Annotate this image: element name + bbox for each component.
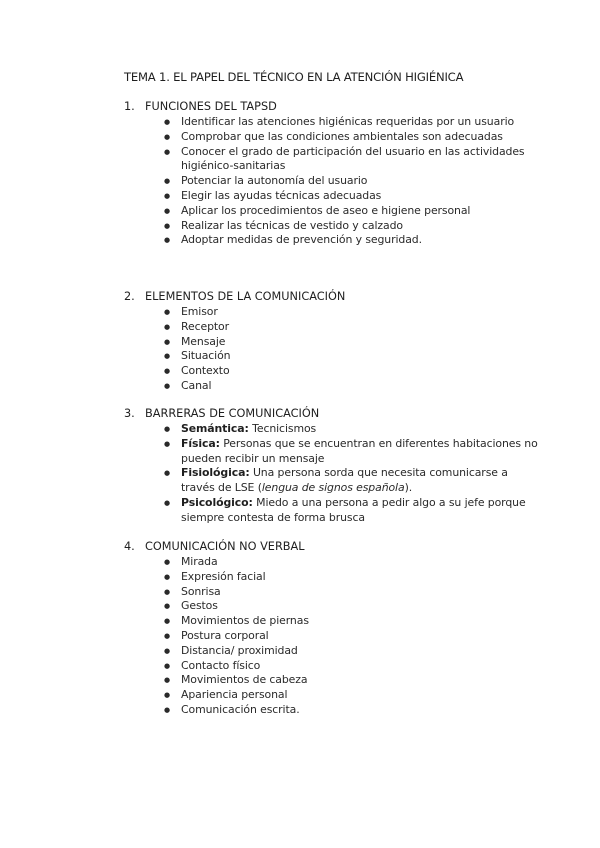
item-text: Una persona sorda que necesita comunicarse a través de LSE (: [181, 466, 508, 495]
section-elementos: [124, 290, 544, 394]
item-term: Semántica:: [181, 422, 249, 435]
item-text: Personas que se encuentran en diferentes habitaciones no pueden recibir un mensaje: [181, 436, 538, 465]
bullet-list: [124, 115, 544, 248]
section-number: 4.: [124, 540, 135, 553]
list-item: ● Distancia/ proximidad: [124, 644, 544, 659]
list-item: ● Contacto físico: [124, 659, 544, 674]
item-italic: lengua de signos española: [261, 481, 405, 495]
list-item: ● Sonrisa: [124, 585, 544, 600]
document-title: TEMA 1. EL PAPEL DEL TÉCNICO EN LA ATENCIÓN HIGIÉNICA: [124, 70, 464, 84]
list-item: ● Adoptar medidas de prevención y seguridad.: [124, 233, 544, 248]
section-title: FUNCIONES DEL TAPSD: [145, 100, 277, 113]
list-item: ● Postura corporal: [124, 629, 544, 644]
item-text: Miedo a una persona a pedir algo a su jefe porque siempre contesta de forma brusca: [181, 495, 526, 524]
list-item: [124, 496, 544, 526]
section-barreras: [124, 407, 544, 526]
bullet-list: [124, 422, 544, 526]
item-term: Física:: [181, 436, 220, 450]
list-item: ● Movimientos de piernas: [124, 614, 544, 629]
list-item: ● Mensaje: [124, 335, 544, 350]
list-item: ● Contexto: [124, 364, 544, 379]
list-item: ● Conocer el grado de participación del usuario en las actividades higiénico-sanitarias: [124, 145, 544, 175]
list-item: ● Potenciar la autonomía del usuario: [124, 174, 544, 189]
list-item: ● Comprobar que las condiciones ambientales son adecuadas: [124, 130, 544, 145]
list-item: [124, 466, 544, 496]
list-item: ● Aplicar los procedimientos de aseo e higiene personal: [124, 204, 544, 219]
list-item: ● Expresión facial: [124, 570, 544, 585]
section-number: 3.: [124, 407, 135, 420]
list-item: ● Identificar las atenciones higiénicas requeridas por un usuario: [124, 115, 544, 130]
section-title: BARRERAS DE COMUNICACIÓN: [145, 407, 320, 420]
section-number: 1.: [124, 100, 135, 113]
list-item: ● Comunicación escrita.: [124, 703, 544, 718]
list-item: ● Emisor: [124, 305, 544, 320]
list-item: ● Situación: [124, 349, 544, 364]
list-item: ● Gestos: [124, 599, 544, 614]
item-text-after: ).: [404, 481, 413, 495]
item-term: Fisiológica:: [181, 466, 250, 480]
list-item: ● Elegir las ayudas técnicas adecuadas: [124, 189, 544, 204]
list-item: ● Receptor: [124, 320, 544, 335]
section-no-verbal: [124, 540, 544, 718]
list-item: [124, 437, 544, 467]
list-item: ● Movimientos de cabeza: [124, 673, 544, 688]
section-funciones: [124, 100, 544, 248]
list-item: ● Apariencia personal: [124, 688, 544, 703]
list-item: [124, 422, 544, 437]
bullet-list: [124, 555, 544, 718]
list-item: ● Mirada: [124, 555, 544, 570]
bullet-list: [124, 305, 544, 394]
list-item: ● Realizar las técnicas de vestido y calzado: [124, 219, 544, 234]
item-term: Psicológico:: [181, 495, 253, 509]
section-heading: [124, 290, 544, 304]
section-heading: [124, 407, 544, 421]
section-heading: [124, 540, 544, 554]
item-text: Tecnicismos: [248, 422, 317, 435]
list-item: ● Canal: [124, 379, 544, 394]
section-title: ELEMENTOS DE LA COMUNICACIÓN: [145, 290, 346, 303]
section-title: COMUNICACIÓN NO VERBAL: [145, 540, 305, 553]
section-heading: [124, 100, 544, 114]
section-number: 2.: [124, 290, 135, 303]
